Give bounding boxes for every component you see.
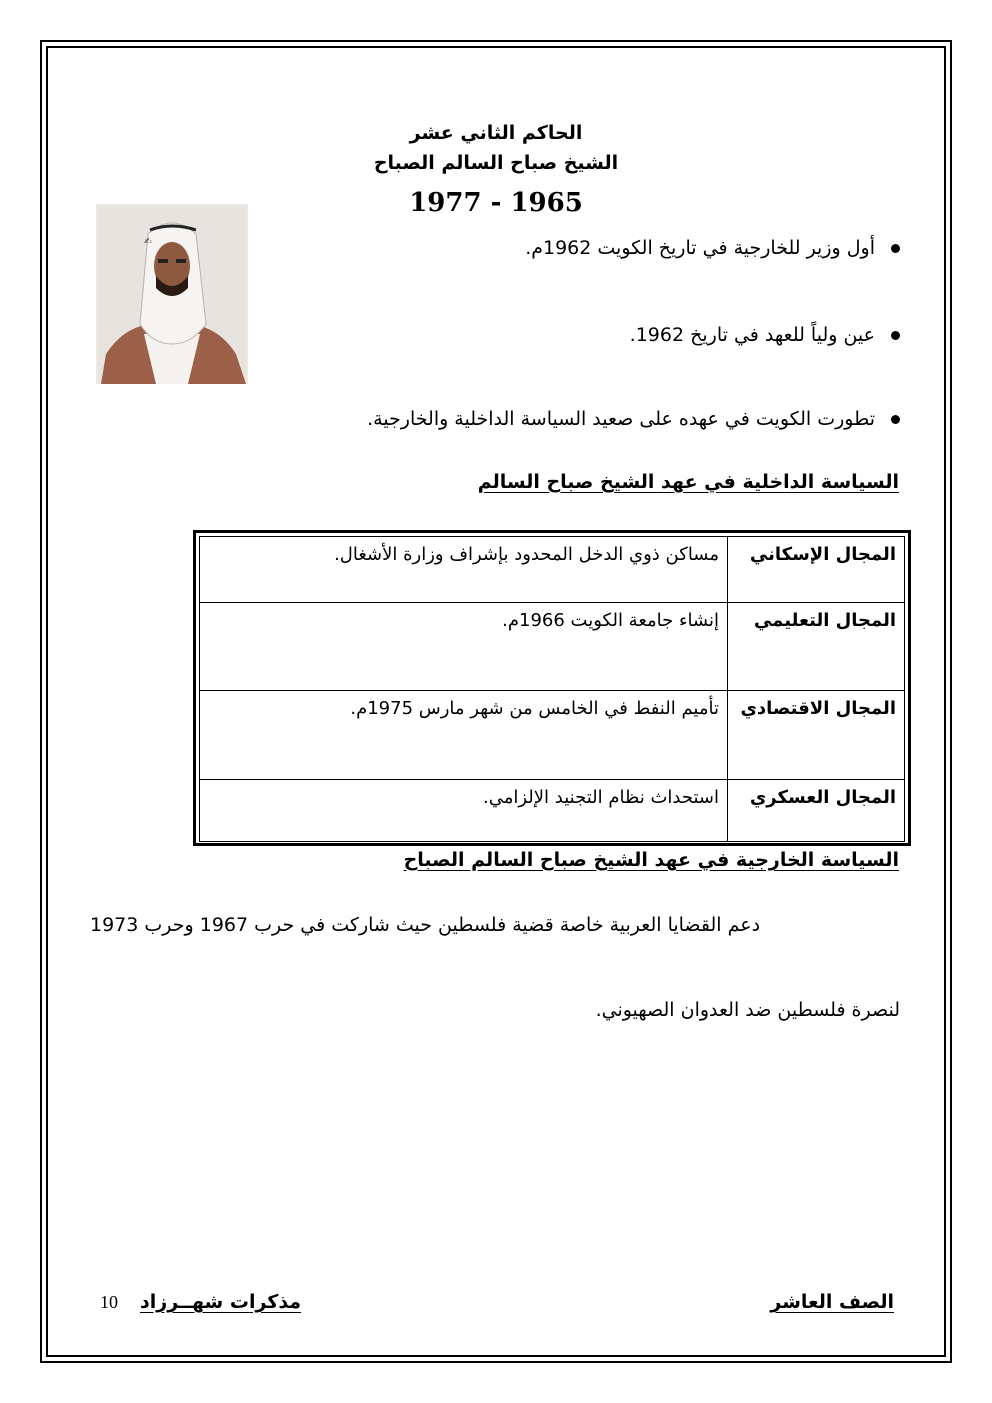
- table-cell-label: المجال الإسكاني: [728, 537, 905, 603]
- table-cell-value: مساكن ذوي الدخل المحدود بإشراف وزارة الأشغال.: [200, 537, 728, 603]
- table-row: [200, 780, 905, 842]
- svg-text:✍: ✍: [144, 237, 152, 247]
- page-number: 10: [100, 1292, 118, 1312]
- internal-policy-table: [193, 530, 911, 846]
- table-cell-label: المجال العسكري: [728, 780, 905, 842]
- external-policy-heading: السياسة الخارجية في عهد الشيخ صباح السالم الصباح: [403, 849, 899, 871]
- portrait-image: [96, 204, 248, 384]
- ruler-name: الشيخ صباح السالم الصباح: [373, 152, 619, 174]
- reign-years: 1977 - 1965: [409, 188, 583, 218]
- footer-notes-title: مذكرات شهــرزاد: [140, 1291, 302, 1313]
- ruler-title: الحاكم الثاني عشر: [409, 122, 583, 144]
- table-row: [200, 603, 905, 691]
- table-row: [200, 537, 905, 603]
- bullet-item-3: تطورت الكويت في عهده على صعيد السياسة الداخلية والخارجية.: [367, 408, 900, 430]
- table-row: [200, 691, 905, 780]
- table-cell-value: تأميم النفط في الخامس من شهر مارس 1975م.: [200, 691, 728, 780]
- table-cell-label: المجال الاقتصادي: [728, 691, 905, 780]
- table-cell-label: المجال التعليمي: [728, 603, 905, 691]
- external-policy-line-2: لنصرة فلسطين ضد العدوان الصهيوني.: [595, 999, 900, 1021]
- bullet-item-2: عين ولياً للعهد في تاريخ 1962.: [630, 324, 900, 346]
- internal-policy-heading: السياسة الداخلية في عهد الشيخ صباح السالم: [477, 471, 899, 493]
- table-cell-value: استحداث نظام التجنيد الإلزامي.: [200, 780, 728, 842]
- bullet-dot: [891, 244, 900, 253]
- footer-grade: الصف العاشر: [770, 1291, 894, 1313]
- bullet-dot: [891, 415, 900, 424]
- bullet-dot: [891, 331, 900, 340]
- external-policy-line-1: دعم القضايا العربية خاصة قضية فلسطين حيث شاركت في حرب 1967 وحرب 1973: [90, 914, 761, 936]
- bullet-item-1: أول وزير للخارجية في تاريخ الكويت 1962م.: [525, 237, 900, 259]
- table-cell-value: إنشاء جامعة الكويت 1966م.: [200, 603, 728, 691]
